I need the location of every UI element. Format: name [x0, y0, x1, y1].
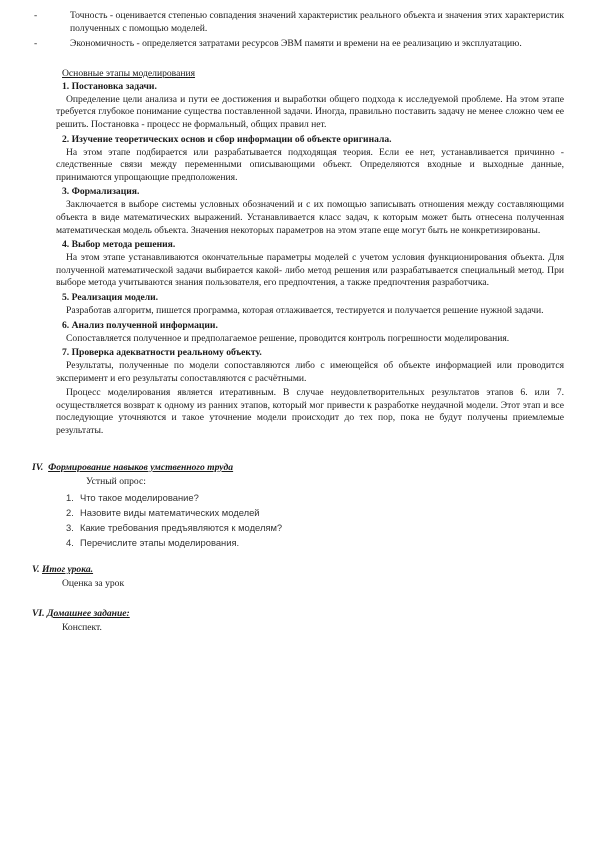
- stage-paragraph: Сопоставляется полученное и предполагаемое решение, проводится контроль погрешности моделирования.: [66, 332, 510, 344]
- section-v-title: Итог урока.: [41, 564, 94, 576]
- quiz-question: [62, 535, 564, 550]
- quiz-question: [62, 505, 564, 520]
- requirement-bullet: [34, 10, 564, 35]
- stage-title: 1. Постановка задачи.: [62, 80, 157, 92]
- question-number: 2.: [66, 506, 74, 518]
- question-text: Что такое моделирование?: [80, 491, 199, 503]
- requirements-bullet-list: [34, 10, 564, 51]
- quiz-question-list: [62, 490, 564, 551]
- oral-quiz-label: Устный опрос:: [86, 475, 146, 487]
- section-iv-heading: [32, 462, 564, 474]
- quiz-question: [62, 520, 564, 535]
- question-text: Какие требования предъявляются к моделям?: [80, 522, 283, 534]
- stage-paragraph: Разработав алгоритм, пишется программа, которая отлаживается, тестируется и получается решение нужной задачи.: [66, 304, 544, 316]
- stage-paragraph: Процесс моделирования является итеративным. В случае неудовлетворительных результатов этапов 6. или 7. осуществляется возврат к одному из ранних этапов, который мог привести к разработке неудачной модели. Этот этап и все последующие уточняются и такое уточнение модели происходит до тех пор, пока не будут получены приемлемые результаты.: [56, 387, 564, 437]
- quiz-question: [62, 490, 564, 505]
- section-iv-title: Формирование навыков умственного труда: [48, 461, 234, 473]
- bullet-dash-marker: -: [34, 10, 38, 21]
- question-number: 4.: [66, 537, 74, 549]
- stage-paragraph: Определение цели анализа и пути ее достижения и выработки общего подхода к исследуемой проблеме. На этом этапе требуется глубокое понимание существа поставленной задачи. Иногда, правильно поставить задачу не менее сложно чем ее решить. Постановка - процесс не формальный, общих правил нет.: [56, 93, 564, 130]
- bullet-text: Экономичность - определяется затратами ресурсов ЭВМ памяти и времени на ее реализацию и эксплуатацию.: [70, 38, 522, 50]
- stage-paragraph: Заключается в выборе системы условных обозначений и с их помощью записывать отношения между составляющими объекта в виде математических выражений. Устанавливается класс задач, к которым может быть отнесена полученная математическая модель объекта. Значения некоторых параметров на этом этапе еще могут быть не конкретизированы.: [56, 199, 564, 236]
- stage-title: 2. Изучение теоретических основ и сбор информации об объекте оригинала.: [62, 133, 392, 145]
- homework-text: Конспект.: [62, 622, 102, 634]
- question-number: 3.: [66, 522, 74, 534]
- stage-title: 3. Формализация.: [62, 186, 140, 198]
- bullet-text: Точность - оценивается степенью совпадения значений характеристик реального объекта и значения этих характеристик полученных с помощью моделей.: [70, 10, 564, 34]
- requirement-bullet: [34, 38, 564, 51]
- section-vi-title: Домашнее задание:: [46, 608, 130, 620]
- stage-title: 7. Проверка адекватности реальному объекту.: [62, 347, 262, 359]
- stage-title: 4. Выбор метода решения.: [62, 239, 176, 251]
- question-text: Назовите виды математических моделей: [80, 506, 260, 518]
- section-v-number: V.: [32, 564, 40, 576]
- stage-paragraph: На этом этапе устанавливаются окончательные параметры моделей с учетом условия функционирования объекта. Для полученной математической задачи выбирается какой- либо метод решения или разрабатывается специальный метод. При выборе метода учитываются знания пользователя, его предпочтения, а также предпочтения разработчика.: [56, 252, 564, 289]
- bullet-dash-marker: -: [34, 38, 38, 50]
- document-page: [32, 10, 564, 634]
- section-vi-number: VI.: [32, 608, 45, 620]
- stage-paragraph: Результаты, полученные по модели сопоставляются либо с имеющейся об объекте информацией или проводится эксперимент и его результаты сопоставляются с расчётными.: [56, 360, 564, 384]
- section-iv-number: IV.: [32, 461, 44, 473]
- question-text: Перечислите этапы моделирования.: [80, 537, 240, 549]
- stages-heading: Основные этапы моделирования: [62, 67, 196, 79]
- section-vi-heading: [32, 608, 564, 620]
- question-number: 1.: [66, 491, 74, 503]
- section-v-heading: [32, 564, 564, 576]
- stage-title: 5. Реализация модели.: [62, 291, 159, 303]
- lesson-grade-text: Оценка за урок: [62, 578, 125, 590]
- stages-list: [56, 81, 564, 438]
- stage-title: 6. Анализ полученной информации.: [62, 319, 218, 331]
- stage-paragraph: На этом этапе подбирается или разрабатывается подходящая теория. Если ее нет, устанавливается причинно - следственные связи между переменными описывающими объект. Определяются входные и выходные данные, принимаются упрощающие предположения.: [56, 146, 564, 183]
